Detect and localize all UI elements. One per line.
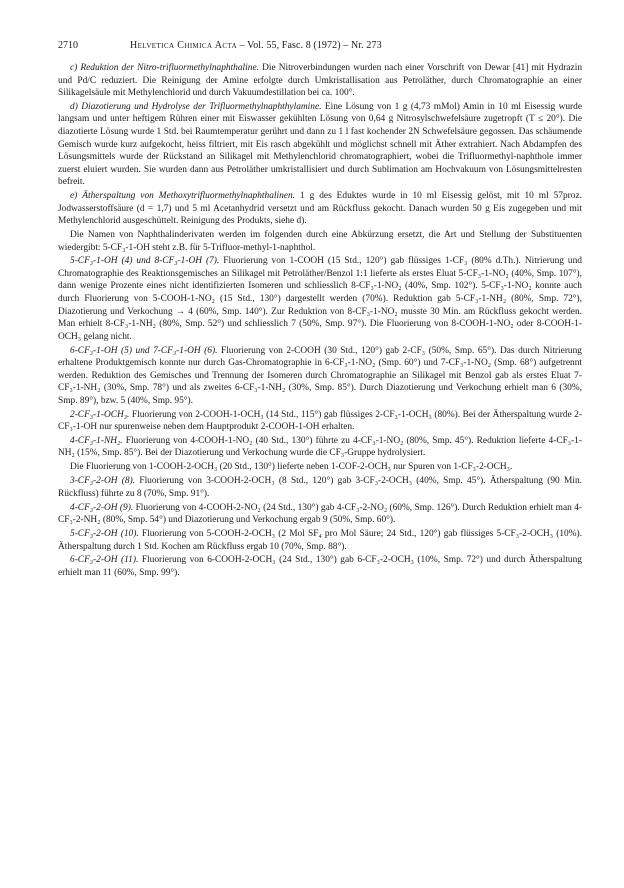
paragraph-heading: 6-CF₃-2-OH (11). [70, 555, 139, 566]
paragraph-compounds-4-7 [58, 255, 582, 343]
paragraph-compound-9 [58, 502, 582, 527]
paragraph-4cf3-1nh2 [58, 435, 582, 460]
paragraph-diazotization [58, 101, 582, 189]
paragraph-text: Fluorierung von 4-COOH-1-NO₂ (40 Std., 130°) führte zu 4-CF₃-1-NO₂ (80%, Smp. 45°). Reduktion lieferte 4-CF₃-1-NH₂ (15%, Smp. 85°). Bei der Diazotierung und Verkochung wurde die CF₃-Gruppe hydrolysiert. [58, 435, 582, 459]
paragraph-heading: 5-CF₃-1-OH (4) und 8-CF₃-1-OH (7). [70, 256, 220, 267]
paragraph-naming [58, 229, 582, 254]
paragraph-heading: 6-CF₃-1-OH (5) und 7-CF₃-1-OH (6). [70, 345, 218, 356]
paragraph-text: Die Nitroverbindungen wurden nach einer Vorschrift von Dewar [41] mit Hydrazin und Pd/C reduziert. Die Reinigung der Amine erfolgte durch Umkristallisation aus Petroläther, durch Chromatographie an einer Silikagelsäule mit Methylenchlorid und durch Vakuumdestillation bei ca. 100°. [58, 63, 583, 99]
paragraph-heading: d) Diazotierung und Hydrolyse der Trifluormethylnaphthylamine. [70, 101, 322, 112]
paragraph-heading: 2-CF₃-1-OCH₃. [70, 409, 130, 420]
paragraph-ether-cleavage [58, 190, 582, 228]
paragraph-text: Die Fluorierung von 1-COOH-2-OCH₃ (20 Std., 130°) lieferte neben 1-COF-2-OCH₃ nur Spuren von 1-CF₃-2-OCH₃. [70, 462, 513, 473]
journal-name: Helvetica Chimica Acta [130, 40, 238, 51]
page-number: 2710 [58, 40, 78, 51]
running-header [58, 40, 582, 54]
paragraph-text: Fluorierung von 2-COOH-1-OCH₃ (14 Std., 115°) gab flüssiges 2-CF₃-1-OCH₃ (80%). Bei der Ätherspaltung wurde 2-CF₃-1-OH nur spurenweise neben dem Hauptprodukt 2-COOH-1-OH erhalten. [58, 409, 582, 433]
paragraph-text: Fluorierung von 4-COOH-2-NO₂ (24 Std., 130°) gab 4-CF₃-2-NO₂ (60%, Smp. 126°). Durch Reduktion erhielt man 4-CF₃-2-NH₂ (80%, Smp. 54°) und Diazotierung und Verkochung ergab 9 (50%, Smp. 60°). [58, 502, 582, 526]
paragraph-text: Fluorierung von 2-COOH (30 Std., 120°) gab 2-CF₃ (50%, Smp. 65°). Das durch Nitrierung erhaltene Produktgemisch konnte nur durch Gas-Chromatographie in 6-CF₃-1-NO₂ (Smp. 60°) und 7-CF₃-1-NO₂ (Smp. 68°) aufgetrennt werden. Reduktion des Gemisches und Trennung der Isomeren durch Chromatographie an Silikagel mit Benzol gab als erstes Eluat 7-CF₃-1-NH₂ (30%, Smp. 78°) und als zweites 6-CF₃-1-NH₂ (30%, Smp. 85°). Durch Diazotierung und Verkochung erhielt man 6 (30%, Smp. 89°), bzw. 5 (40%, Smp. 95°). [58, 345, 582, 406]
paragraph-compound-11 [58, 554, 582, 579]
paragraph-heading: 3-CF₃-2-OH (8). [70, 476, 136, 487]
journal-line [130, 40, 382, 53]
paragraph-1cof [58, 461, 582, 474]
paragraph-text: Fluorierung von 5-COOH-2-OCH₃ (2 Mol SF₄ pro Mol Säure; 24 Std., 120°) gab flüssiges 5-CF₃-2-OCH₃ (10%). Ätherspaltung durch 1 Std. Kochen am Rückfluss ergab 10 (70%, Smp. 88°). [58, 528, 582, 552]
article-body [58, 62, 582, 581]
paragraph-heading: e) Ätherspaltung von Methoxytrifluormethylnaphthalinen. [70, 191, 295, 202]
paragraph-reduction [58, 62, 582, 100]
paragraph-text: Fluorierung von 6-COOH-2-OCH₃ (24 Std., 130°) gab 6-CF₃-2-OCH₃ (10%, Smp. 72°) und durch Ätherspaltung erhielt man 11 (60%, Smp. 99°). [58, 555, 582, 578]
paragraph-text: Eine Lösung von 1 g (4,73 mMol) Amin in 10 ml Eisessig wurde langsam und unter heftigem Rühren einer mit Eiswasser gekühlten Lösung von 0,64 g Nitrosylschwefelsäure zugetropft (T ≤ 20°). Die diazotierte Lösung wurde 1 Std. bei Raumtemperatur gerührt und dann zu 1 l fast kochender 2N Schwefelsäure gegossen. Das schäumende Gemisch wurde kurz aufgekocht, heiss filtriert, mit Eis rasch abgekühlt und möglichst schnell mit Äther extrahiert. Nach Abdampfen des Lösungsmittels wurde der Rückstand an Silikagel mit Methylenchlorid chromatographiert, wobei die Trifluormethyl-naphthole immer zuerst eluiert wurden. Sie wurden dann aus Petroläther umkristallisiert und durch Sublimation am Hochvakuum von Lösungsmittelresten befreit. [58, 101, 583, 188]
paragraph-compound-8 [58, 475, 582, 500]
paragraph-2cf3-1och3 [58, 409, 582, 434]
paragraph-text: Fluorierung von 3-COOH-2-OCH₃ (8 Std., 120°) gab 3-CF₃-2-OCH₃ (40%, Smp. 45°). Ätherspaltung (90 Min. Rückfluss) führte zu 8 (70%, Smp. 91°). [58, 476, 582, 499]
document-page [58, 0, 582, 888]
paragraph-text: Die Namen von Naphthalinderivaten werden im folgenden durch eine Abkürzung ersetzt, die Art und Stellung der Substituenten wiedergibt: 5-CF₃-1-OH steht z.B. für 5-Trifluor-methyl-1-naphthol. [58, 230, 582, 253]
paragraph-heading: 4-CF₃-1-NH₂. [70, 435, 123, 446]
paragraph-heading: c) Reduktion der Nitro-trifluormethylnaphthaline. [70, 63, 259, 73]
paragraph-heading: 5-CF₃-2-OH (10). [70, 528, 139, 539]
paragraph-text: Fluorierung von 1-COOH (15 Std., 120°) gab flüssiges 1-CF₃ (80% d.Th.). Nitrierung und Chromatographie des Reaktionsgemisches an Silikagel mit Petroläther/Benzol 1:1 lieferte als erstes Eluat 5-CF₃-1-NO₂ (40%, Smp. 107°), dann wenige Prozente eines nicht identifizierten Isomeren und schliesslich 8-CF₃-1-NO₂ (40%, Smp. 102°). 5-CF₃-1-NO₂ konnte auch durch Fluorierung von 5-COOH-1-NO₂ (15 Std., 130°) dargestellt werden (70%). Reduktion gab 5-CF₃-1-NH₂ (80%, Smp. 72°), Diazotierung und Verkochung → 4 (60%, Smp. 140°). Zur Reduktion von 8-CF₃-1-NO₂ musste 30 Min. am Rückfluss gekocht werden. Man erhielt 8-CF₃-1-NH₂ (80%, Smp. 52°) und schliesslich 7 (50%, Smp. 97°). Die Fluorierung von 8-COOH-1-NO₂ oder 8-COOH-1-OCH₃ gelang nicht. [58, 256, 582, 342]
paragraph-heading: 4-CF₃-2-OH (9). [70, 502, 134, 513]
paragraph-compounds-5-6 [58, 345, 582, 408]
paragraph-text: 1 g des Eduktes wurde in 10 ml Eisessig gelöst, mit 10 ml 57proz. Jodwasserstoffsäure (d = 1,7) und 5 ml Acetanhydrid versetzt und am Rückfluss gekocht. Danach wurden 50 g Eis zugegeben und mit Methylenchlorid ausgeschüttelt. Reinigung des Produkts, siehe d). [58, 191, 583, 227]
journal-details: – Vol. 55, Fasc. 8 (1972) – Nr. 273 [237, 40, 382, 51]
paragraph-compound-10 [58, 528, 582, 553]
